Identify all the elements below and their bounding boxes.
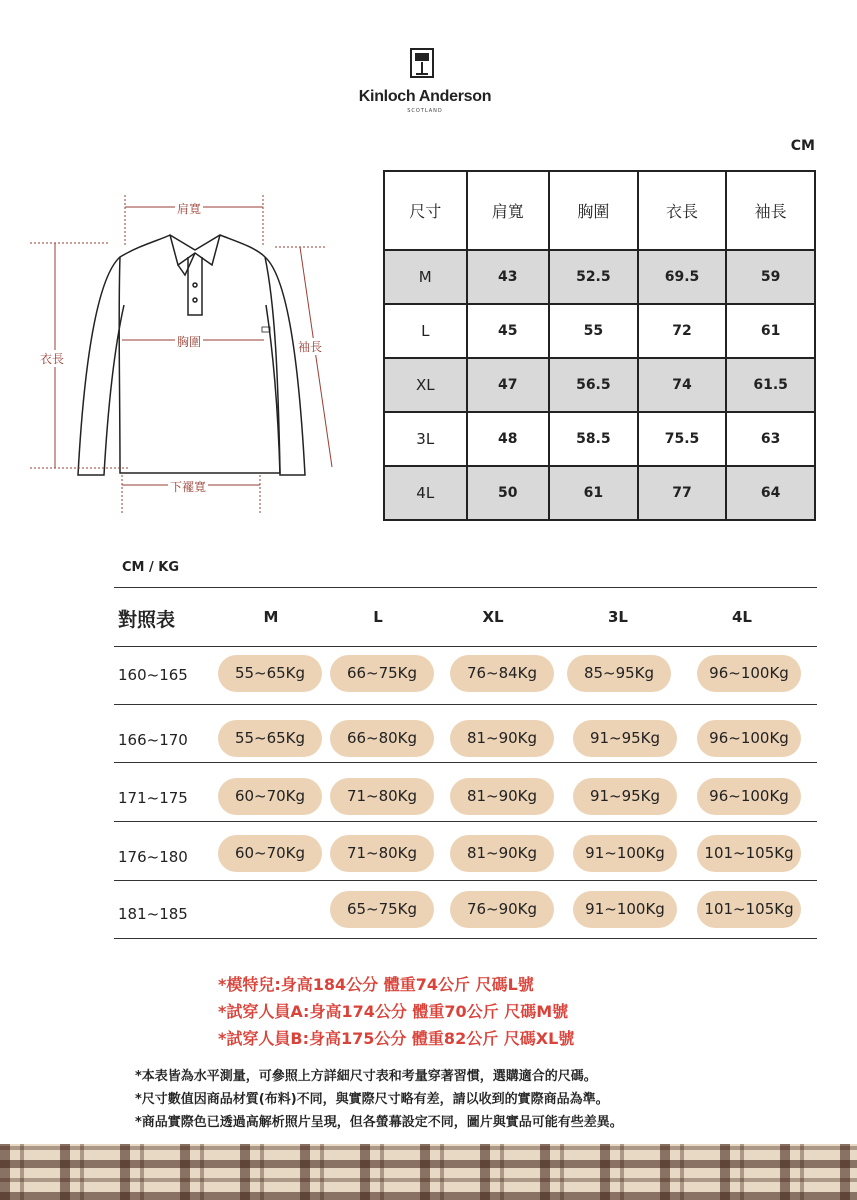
- divider: [114, 587, 817, 588]
- value-cell: 58.5: [549, 412, 638, 466]
- footnote: *商品實際色已透過高解析照片呈現，但各螢幕設定不同，圖片與實品可能有些差異。: [135, 1115, 623, 1130]
- weight-pill: 85~95Kg: [567, 655, 671, 692]
- value-cell: 61.5: [726, 358, 815, 412]
- height-label: 166~170: [118, 731, 188, 749]
- value-cell: 77: [638, 466, 727, 520]
- value-cell: 56.5: [549, 358, 638, 412]
- weight-pill: 55~65Kg: [218, 720, 322, 757]
- weight-pill: 96~100Kg: [697, 778, 801, 815]
- value-cell: 61: [549, 466, 638, 520]
- value-cell: 43: [467, 250, 550, 304]
- divider: [114, 646, 817, 647]
- tartan-pattern-band: [0, 1144, 857, 1200]
- col-header-xl: XL: [482, 608, 504, 626]
- weight-pill: 60~70Kg: [218, 835, 322, 872]
- weight-pill: 71~80Kg: [330, 778, 434, 815]
- header-chest: 胸圍: [549, 171, 638, 250]
- weight-pill: 65~75Kg: [330, 891, 434, 928]
- ref-unit: CM / KG: [122, 560, 180, 575]
- col-header-4l: 4L: [732, 608, 752, 626]
- size-cell: L: [384, 304, 467, 358]
- brand-name: Kinloch Anderson: [358, 88, 492, 105]
- weight-pill: 101~105Kg: [697, 835, 801, 872]
- shoulder-width-label: 肩寬: [177, 202, 202, 216]
- weight-pill: 96~100Kg: [697, 720, 801, 757]
- model-note: *模特兒:身高184公分 體重74公斤 尺碼L號: [218, 975, 534, 994]
- height-label: 160~165: [118, 666, 188, 684]
- chest-label: 胸圍: [177, 335, 202, 349]
- value-cell: 59: [726, 250, 815, 304]
- value-cell: 72: [638, 304, 727, 358]
- ref-chart-title: 對照表: [118, 609, 176, 631]
- col-header-l: L: [373, 608, 383, 626]
- divider: [114, 762, 817, 763]
- table-row: [384, 412, 815, 466]
- polo-shirt-outline-icon: [78, 235, 305, 475]
- table-row: [384, 358, 815, 412]
- divider: [114, 938, 817, 939]
- weight-pill: 71~80Kg: [330, 835, 434, 872]
- weight-pill: 91~95Kg: [573, 720, 677, 757]
- header-length: 衣長: [638, 171, 727, 250]
- footnote: *本表皆為水平測量，可參照上方詳細尺寸表和考量穿著習慣，選購適合的尺碼。: [135, 1069, 597, 1084]
- value-cell: 61: [726, 304, 815, 358]
- table-row: [384, 466, 815, 520]
- value-cell: 45: [467, 304, 550, 358]
- length-label: 衣長: [40, 352, 65, 366]
- weight-pill: 91~100Kg: [573, 891, 677, 928]
- sleeve-label: 袖長: [298, 340, 323, 354]
- footnote: *尺寸數值因商品材質(布料)不同，與實際尺寸略有差，請以收到的實際商品為準。: [135, 1092, 609, 1107]
- height-label: 181~185: [118, 905, 188, 923]
- value-cell: 64: [726, 466, 815, 520]
- size-cell: 3L: [384, 412, 467, 466]
- weight-pill: 91~100Kg: [573, 835, 677, 872]
- divider: [114, 880, 817, 881]
- weight-pill: 96~100Kg: [697, 655, 801, 692]
- value-cell: 74: [638, 358, 727, 412]
- value-cell: 52.5: [549, 250, 638, 304]
- header-sleeve: 袖長: [726, 171, 815, 250]
- weight-pill: 66~75Kg: [330, 655, 434, 692]
- weight-pill: 81~90Kg: [450, 778, 554, 815]
- brand-subtitle: SCOTLAND: [407, 108, 443, 114]
- weight-pill: 76~90Kg: [450, 891, 554, 928]
- weight-pill: 55~65Kg: [218, 655, 322, 692]
- table-row: [384, 250, 815, 304]
- size-table-header: [384, 171, 815, 250]
- value-cell: 75.5: [638, 412, 727, 466]
- weight-pill: 81~90Kg: [450, 835, 554, 872]
- weight-pill: 81~90Kg: [450, 720, 554, 757]
- value-cell: 69.5: [638, 250, 727, 304]
- value-cell: 55: [549, 304, 638, 358]
- size-unit: CM: [790, 138, 815, 154]
- weight-pill: 60~70Kg: [218, 778, 322, 815]
- divider: [114, 704, 817, 705]
- value-cell: 48: [467, 412, 550, 466]
- divider: [114, 821, 817, 822]
- size-table: [383, 170, 816, 521]
- height-label: 171~175: [118, 789, 188, 807]
- value-cell: 47: [467, 358, 550, 412]
- value-cell: 63: [726, 412, 815, 466]
- size-cell: XL: [384, 358, 467, 412]
- weight-pill: 76~84Kg: [450, 655, 554, 692]
- hem-label: 下襬寬: [170, 480, 207, 494]
- size-cell: M: [384, 250, 467, 304]
- header-size: 尺寸: [384, 171, 467, 250]
- size-cell: 4L: [384, 466, 467, 520]
- col-header-m: M: [263, 608, 279, 626]
- weight-pill: 91~95Kg: [573, 778, 677, 815]
- header-shoulder: 肩寬: [467, 171, 550, 250]
- brand-logo-icon: [410, 48, 434, 78]
- table-row: [384, 304, 815, 358]
- height-label: 176~180: [118, 848, 188, 866]
- weight-pill: 66~80Kg: [330, 720, 434, 757]
- weight-pill: 101~105Kg: [697, 891, 801, 928]
- value-cell: 50: [467, 466, 550, 520]
- model-note: *試穿人員B:身高175公分 體重82公斤 尺碼XL號: [218, 1029, 575, 1048]
- model-note: *試穿人員A:身高174公分 體重70公斤 尺碼M號: [218, 1002, 569, 1021]
- col-header-3l: 3L: [608, 608, 628, 626]
